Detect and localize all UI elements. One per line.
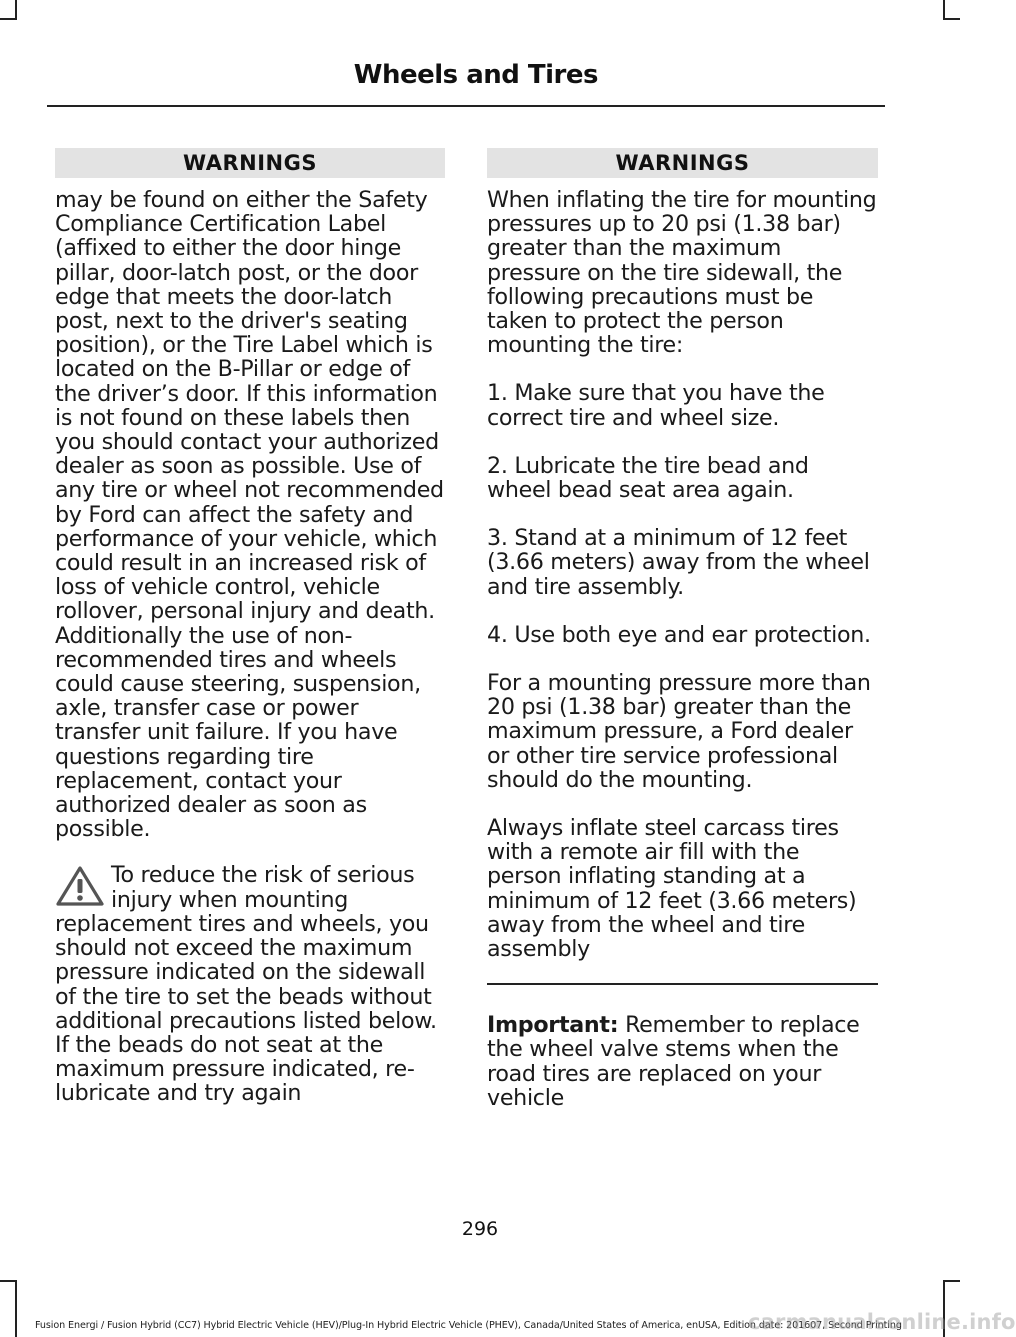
page-title: Wheels and Tires xyxy=(353,60,598,90)
important-text: Remember to replace the wheel valve stems when the road tires are replaced on your vehicle xyxy=(487,1012,860,1111)
step-item: 3. Stand at a minimum of 12 feet (3.66 meters) away from the wheel and tire assembly. xyxy=(487,525,870,600)
right-body xyxy=(487,188,878,1110)
step-item: 4. Use both eye and ear protection. xyxy=(487,621,871,648)
warnings-heading: WARNINGS xyxy=(487,148,878,178)
right-column xyxy=(487,148,878,1134)
warning-continued-paragraph: may be found on either the Safety Compliance Certification Label (affixed to either the door hinge pillar, door-latch post, or the door edge that meets the door-latch post, next to the driver's seating position), or the Tire Label which is located on the B-Pillar or edge of the driver’s door. If this information is not found on these labels then you should contact your authorized dealer as soon as possible. Use of any tire or wheel not recommended by Ford can affect the safety and performance of your vehicle, which could result in an increased risk of loss of vehicle control, vehicle rollover, personal injury and death. Additionally the use of non-recommended tires and wheels could cause steering, suspension, axle, transfer case or power transfer unit failure. If you have questions regarding tire replacement, contact your authorized dealer as soon as possible. xyxy=(55,187,444,843)
warning-block xyxy=(55,863,445,1105)
warnings-heading: WARNINGS xyxy=(55,148,445,178)
warning-triangle-icon xyxy=(55,865,105,907)
important-label: Important: xyxy=(487,1012,619,1039)
document-footer: Fusion Energi / Fusion Hybrid (CC7) Hybrid Electric Vehicle (HEV)/Plug-In Hybrid Electric Vehicle (PHEV), Canada/United States of America, enUSA, Edition date: 201607, Second Printing xyxy=(35,1320,902,1331)
crop-mark xyxy=(943,1280,960,1282)
section-divider xyxy=(487,983,878,985)
step-item: 2. Lubricate the tire bead and wheel bead seat area again. xyxy=(487,452,809,504)
step-item: 1. Make sure that you have the correct tire and wheel size. xyxy=(487,380,825,431)
crop-mark xyxy=(15,0,17,18)
watermark: carmanualsonline.info xyxy=(748,1310,1016,1334)
crop-mark xyxy=(943,18,960,20)
crop-mark xyxy=(15,1280,17,1337)
crop-mark xyxy=(0,18,17,20)
steel-carcass-paragraph: Always inflate steel carcass tires with a remote air fill with the person inflating standing at a minimum of 12 feet (3.66 meters) away from the wheel and tire assembly xyxy=(487,815,857,963)
warning-text: To reduce the risk of serious injury when mounting replacement tires and wheels, you should not exceed the maximum pressure indicated on the sidewall of the tire to set the beads without additional precautions listed below. If the beads do not seat at the maximum pressure indicated, re-lubricate and try again xyxy=(55,862,437,1107)
page-number: 296 xyxy=(461,1218,499,1240)
important-note xyxy=(487,1013,878,1110)
header-divider xyxy=(47,105,885,107)
ford-dealer-paragraph: For a mounting pressure more than 20 psi (1.38 bar) greater than the maximum pressure, a Ford dealer or other tire service professional should do the mounting. xyxy=(487,670,871,793)
crop-mark xyxy=(943,0,945,18)
left-column xyxy=(55,148,445,1106)
inflation-intro: When inflating the tire for mounting pressures up to 20 psi (1.38 bar) greater than the maximum pressure on the tire sidewall, the following precautions must be taken to protect the person mounting the tire: xyxy=(487,187,877,359)
